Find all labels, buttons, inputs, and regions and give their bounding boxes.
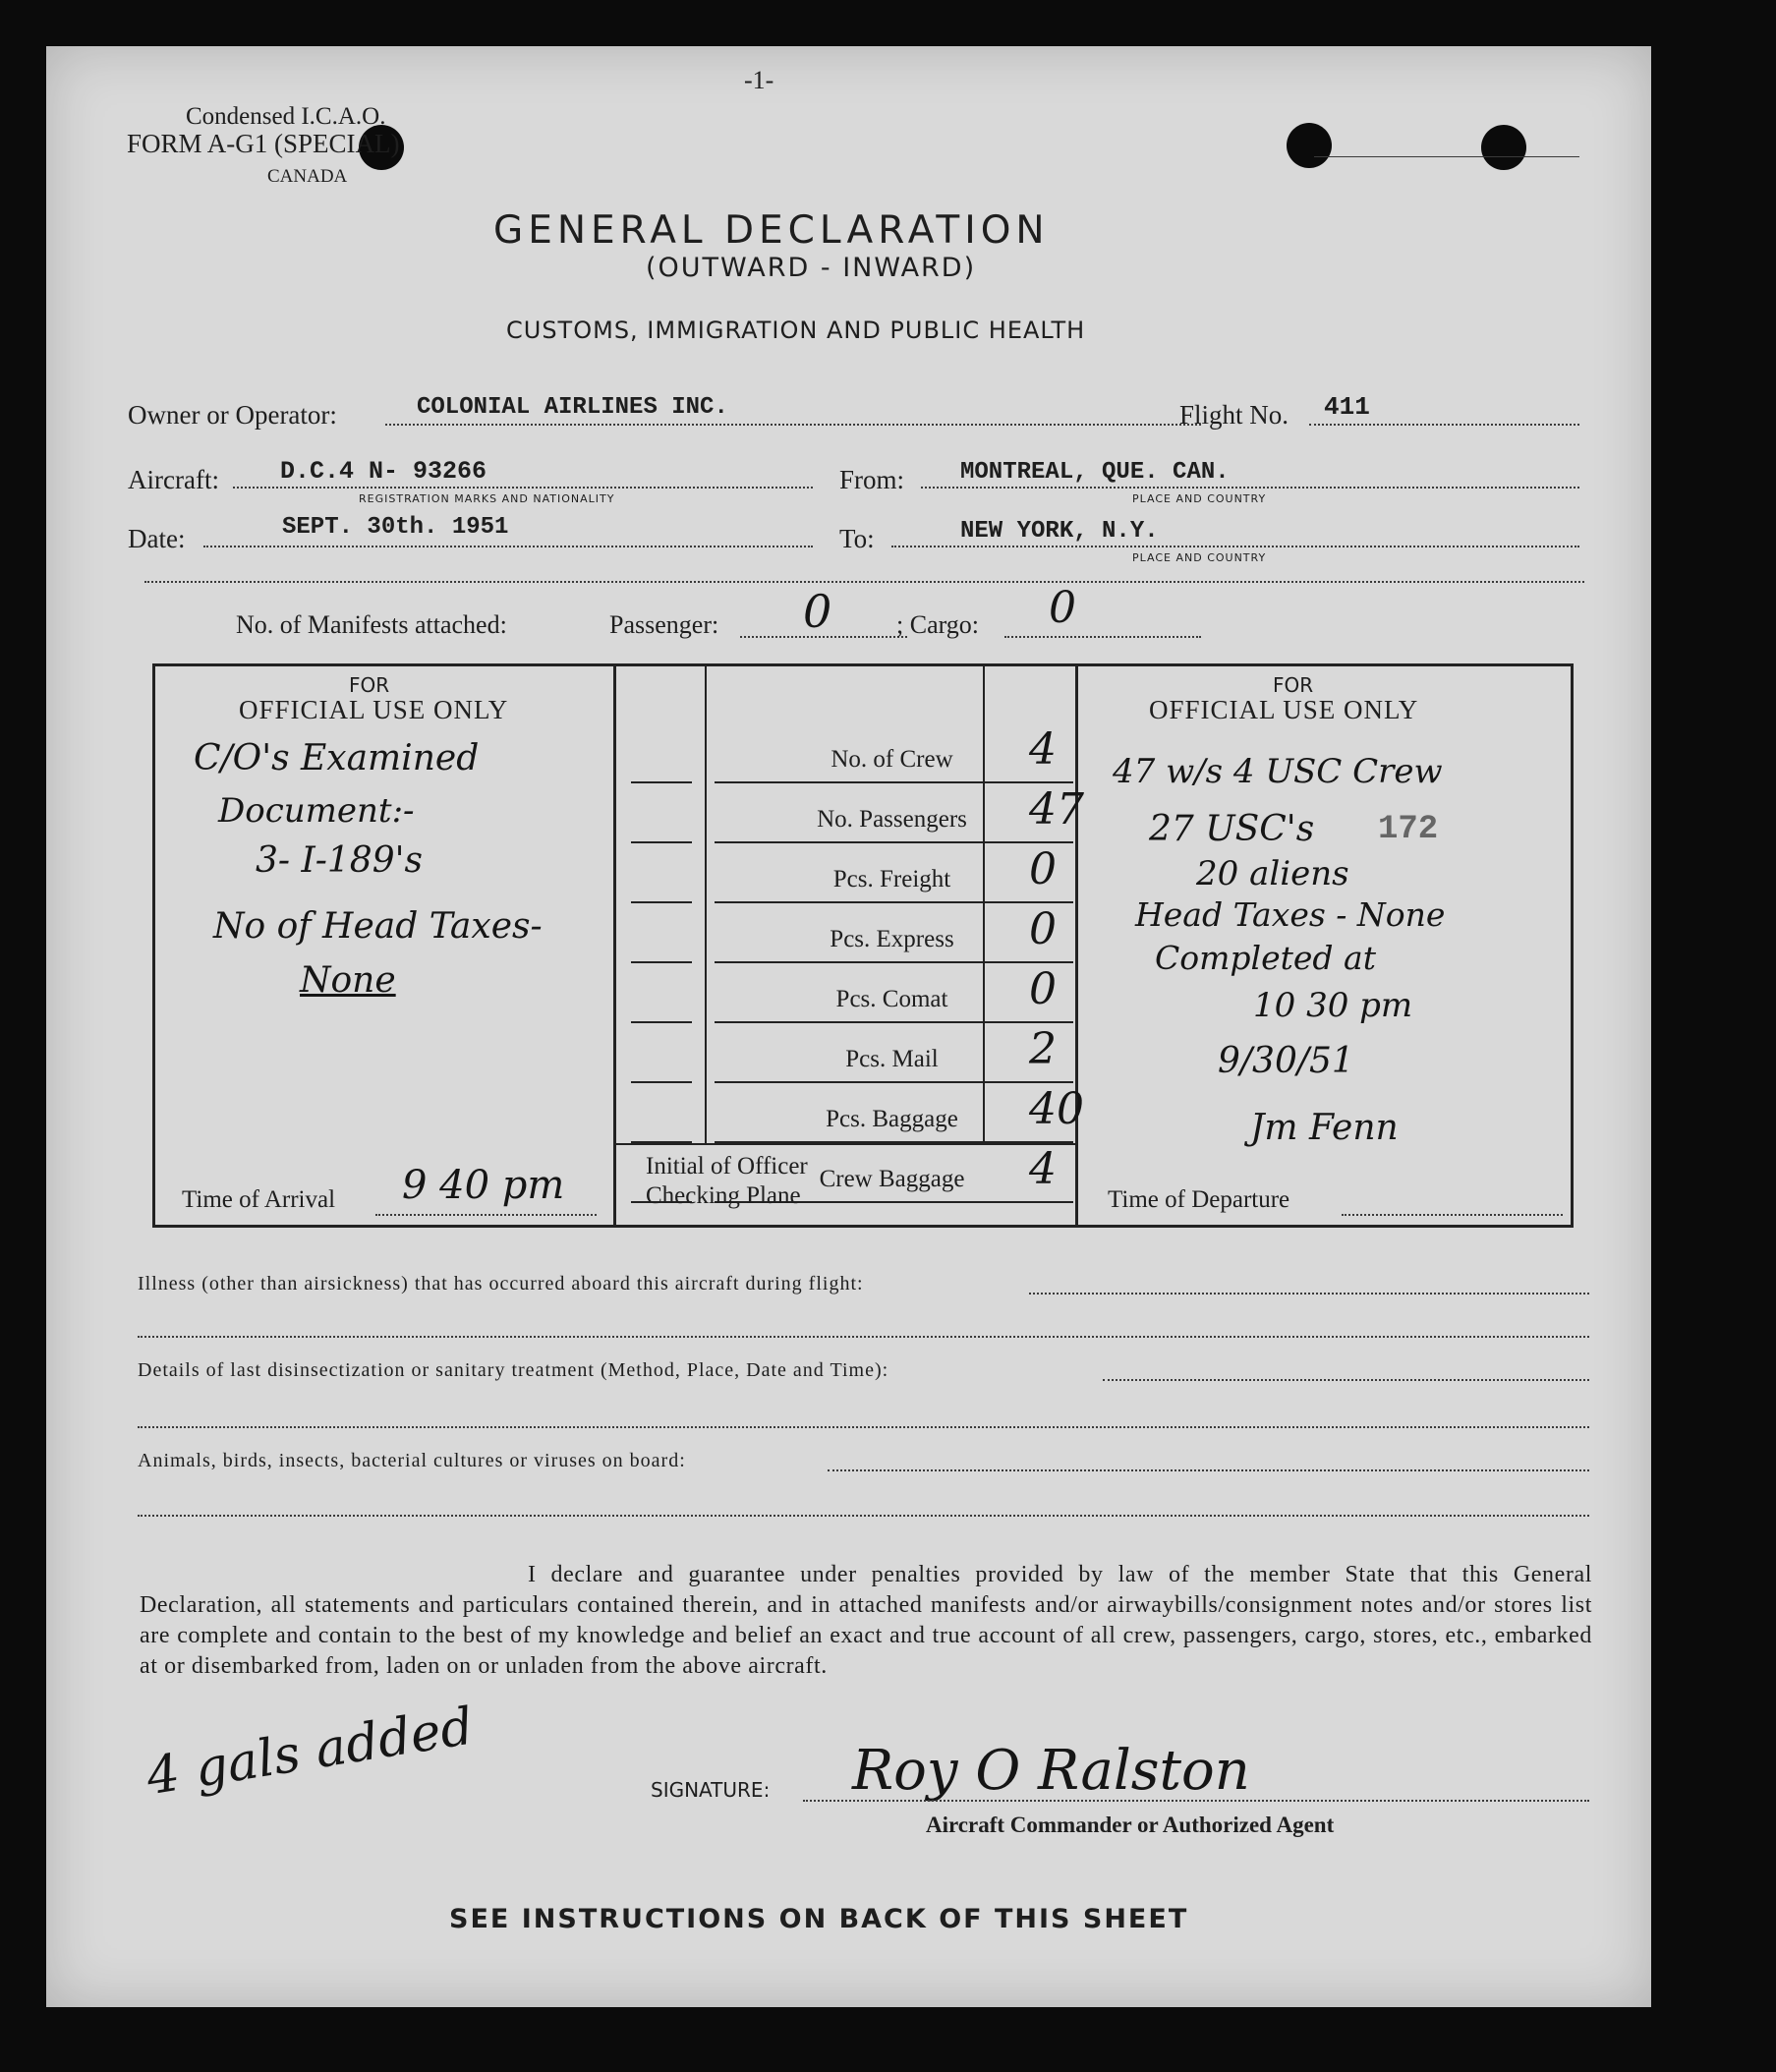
count-row-rule [715, 781, 1073, 783]
signature-line [803, 1800, 1589, 1802]
count-row-rule [715, 901, 1073, 903]
count-row-rule [715, 1081, 1073, 1083]
flight-number-line [1309, 424, 1579, 426]
disinsectization-line-2 [138, 1426, 1589, 1428]
count-row-value: 4 [1029, 1144, 1057, 1194]
animals-label: Animals, birds, insects, bacterial cultures or viruses on board: [138, 1450, 686, 1471]
count-row-label: Crew Baggage [819, 1166, 965, 1192]
illness-line-2 [138, 1336, 1589, 1338]
date-value: SEPT. 30th. 1951 [282, 514, 509, 541]
count-row-rule [715, 1021, 1073, 1023]
date-label: Date: [128, 524, 186, 553]
official-use-rule [631, 901, 692, 903]
form-code-line2: FORM A-G1 (SPECIAL) [127, 129, 400, 158]
right-note-3: 20 aliens [1196, 854, 1349, 893]
cargo-manifest-line [1004, 636, 1201, 638]
left-official-heading: OFFICIAL USE ONLY [239, 695, 509, 724]
header-rule [1314, 156, 1579, 157]
to-line [891, 546, 1579, 547]
page-number: -1- [744, 66, 774, 94]
date-line [203, 546, 813, 547]
official-use-rule [631, 1021, 692, 1023]
passenger-manifest-line [740, 636, 907, 638]
page-subtitle: (OUTWARD - INWARD) [646, 253, 977, 283]
count-row-label: Pcs. Mail [845, 1046, 939, 1072]
animals-line [828, 1469, 1589, 1471]
time-of-arrival-value: 9 40 pm [402, 1163, 565, 1208]
owner-label: Owner or Operator: [128, 400, 337, 430]
to-place-caption: PLACE AND COUNTRY [1132, 551, 1267, 564]
right-note-8: Jm Fenn [1250, 1108, 1399, 1148]
left-note-2: Document:- [218, 791, 415, 831]
to-value: NEW YORK, N.Y. [960, 518, 1159, 545]
page-title: GENERAL DECLARATION [493, 208, 1050, 253]
time-of-departure-line [1342, 1214, 1563, 1216]
registration-caption: REGISTRATION MARKS AND NATIONALITY [359, 492, 615, 505]
count-row-value: 2 [1029, 1024, 1057, 1074]
count-row-label: Pcs. Comat [835, 986, 948, 1012]
owner-line [385, 424, 1201, 426]
count-row-label: Pcs. Express [830, 926, 954, 952]
right-note-4: Head Taxes - None [1135, 895, 1446, 934]
count-row-value: 4 [1029, 724, 1057, 775]
flight-number-value: 411 [1324, 392, 1370, 422]
animals-line-2 [138, 1515, 1589, 1517]
official-use-rule [631, 961, 692, 963]
punch-hole [1287, 123, 1332, 168]
aircraft-line [233, 487, 813, 489]
disinsectization-label: Details of last disinsectization or sanitary treatment (Method, Place, Date and Time): [138, 1359, 889, 1381]
owner-value: COLONIAL AIRLINES INC. [417, 394, 728, 421]
signer-role: Aircraft Commander or Authorized Agent [926, 1813, 1335, 1837]
from-line [921, 487, 1579, 489]
cargo-manifest-value: 0 [1049, 583, 1076, 633]
manifests-label: No. of Manifests attached: [236, 610, 507, 639]
left-note-3: 3- I-189's [256, 840, 423, 881]
from-place-caption: PLACE AND COUNTRY [1132, 492, 1267, 505]
separator-rule [144, 581, 1584, 583]
punch-hole [1481, 125, 1526, 170]
count-row-label: Pcs. Baggage [826, 1106, 958, 1132]
declaration-text: I declare and guarantee under penalties provided by law of the member State that this General Declaration, all statements and particulars contained therein, and in attached manifests and/or airwaybills/consignment notes and/or stores list are complete and contain to the best of my knowledge and belief an exact and true account of all crew, passengers, cargo, stores, etc., embarked at or disembarked from, laden on or unladen from the above aircraft. [140, 1562, 1592, 1679]
count-row-value: 0 [1029, 964, 1057, 1014]
count-row-label: No. of Crew [831, 746, 953, 773]
from-value: MONTREAL, QUE. CAN. [960, 459, 1230, 486]
right-note-1: 47 w/s 4 USC Crew [1113, 752, 1443, 791]
to-label: To: [839, 524, 875, 553]
right-note-6: 10 30 pm [1253, 986, 1413, 1025]
officer-label-line2: Checking Plane [646, 1182, 801, 1209]
illness-line [1029, 1293, 1589, 1295]
table-officer-rule [616, 1143, 1075, 1145]
right-note-5: Completed at [1155, 939, 1376, 977]
right-for-heading: FOR [1273, 673, 1314, 697]
table-divider-right [1075, 663, 1078, 1228]
time-of-departure-label: Time of Departure [1108, 1186, 1290, 1213]
time-of-arrival-line [375, 1214, 597, 1216]
illness-label: Illness (other than airsickness) that has occurred aboard this aircraft during flight: [138, 1273, 864, 1295]
form-code-line3: CANADA [267, 166, 348, 187]
right-stamp-number: 172 [1378, 811, 1439, 848]
left-note-1: C/O's Examined [194, 738, 480, 778]
signature-label: SIGNATURE: [651, 1778, 771, 1802]
count-row-label: No. Passengers [817, 806, 967, 833]
right-note-7: 9/30/51 [1218, 1041, 1354, 1081]
left-note-5: None [300, 960, 396, 1001]
left-note-4: No of Head Taxes- [213, 906, 543, 947]
disinsectization-line [1103, 1379, 1589, 1381]
passenger-manifest-label: Passenger: [609, 610, 719, 639]
handwritten-fuel-note: 4 gals added [143, 1697, 478, 1808]
back-instructions: SEE INSTRUCTIONS ON BACK OF THIS SHEET [449, 1904, 1189, 1934]
aircraft-label: Aircraft: [128, 465, 219, 494]
count-row-label: Pcs. Freight [832, 866, 951, 892]
from-label: From: [839, 465, 905, 494]
count-row-value: 0 [1029, 844, 1057, 894]
count-row-value: 0 [1029, 904, 1057, 954]
right-note-2: 27 USC's [1149, 809, 1315, 849]
official-use-rule [631, 1081, 692, 1083]
cargo-manifest-label: ; Cargo: [896, 610, 980, 639]
count-row-value: 40 [1029, 1084, 1084, 1134]
signature-value: Roy O Ralston [852, 1739, 1250, 1803]
count-row-value: 47 [1029, 784, 1084, 835]
count-row-rule [715, 1141, 1073, 1143]
flight-number-label: Flight No. [1179, 400, 1289, 430]
officer-label-line1: Initial of Officer [646, 1153, 808, 1180]
form-purpose: CUSTOMS, IMMIGRATION AND PUBLIC HEALTH [506, 317, 1086, 344]
count-row-rule [715, 961, 1073, 963]
aircraft-value: D.C.4 N- 93266 [280, 457, 487, 486]
official-use-rule [631, 781, 692, 783]
declaration-form-sheet [46, 46, 1651, 2007]
right-official-heading: OFFICIAL USE ONLY [1149, 695, 1419, 724]
form-code-line1: Condensed I.C.A.O. [186, 103, 386, 130]
passenger-manifest-value: 0 [803, 585, 832, 638]
left-for-heading: FOR [349, 673, 390, 697]
count-row-rule [715, 841, 1073, 843]
official-use-rule [631, 1141, 692, 1143]
official-use-rule [631, 841, 692, 843]
time-of-arrival-label: Time of Arrival [182, 1186, 336, 1213]
